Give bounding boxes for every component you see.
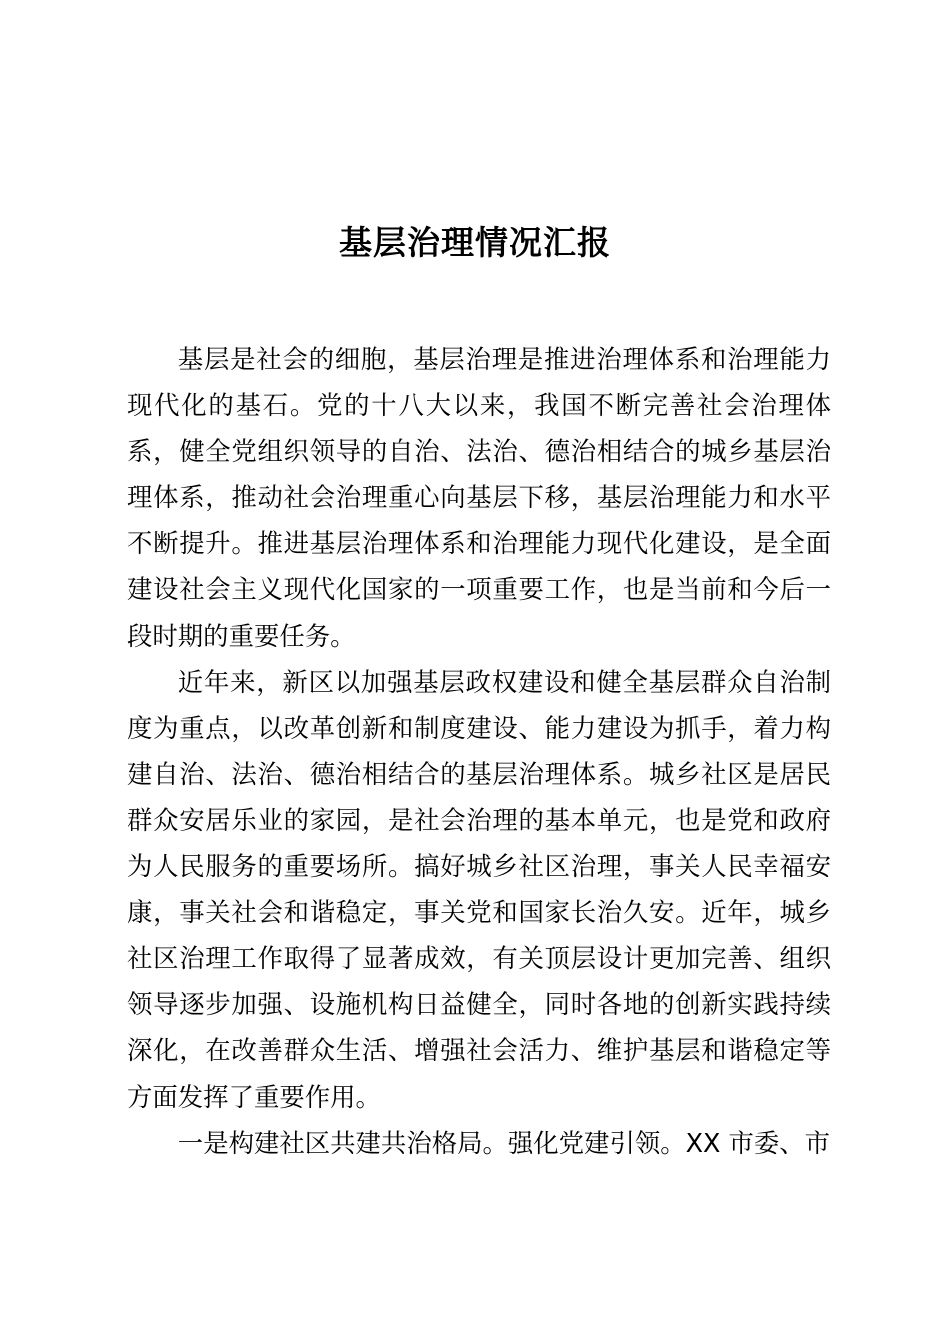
paragraph-recent-years: 近年来，新区以加强基层政权建设和健全基层群众自治制度为重点，以改革创新和制度建设、能力建设为抓手，着力构建自治、法治、德治相结合的基层治理体系。城乡社区是居民群众安居乐业的家园，是社会治理的基本单元，也是党和政府为人民服务的重要场所。搞好城乡社区治理，事关人民幸福安康，事关社会和谐稳定，事关党和国家长治久安。近年，城乡社区治理工作取得了显著成效，有关顶层设计更加完善、组织领导逐步加强、设施机构日益健全，同时各地的创新实践持续深化，在改善群众生活、增强社会活力、维护基层和谐稳定等方面发挥了重要作用。 [127, 666, 831, 1112]
paragraph-point-one: 一是构建社区共建共治格局。强化党建引领。XX 市委、市 [177, 1127, 831, 1158]
document-title: 基层治理情况汇报 [339, 223, 611, 263]
paragraph-intro: 基层是社会的细胞，基层治理是推进治理体系和治理能力现代化的基石。党的十八大以来，我国不断完善社会治理体系，健全党组织领导的自治、法治、德治相结合的城乡基层治理体系，推动社会治理重心向基层下移，基层治理能力和水平不断提升。推进基层治理体系和治理能力现代化建设，是全面建设社会主义现代化国家的一项重要工作，也是当前和今后一段时期的重要任务。 [127, 344, 831, 651]
document-body [127, 336, 831, 1166]
